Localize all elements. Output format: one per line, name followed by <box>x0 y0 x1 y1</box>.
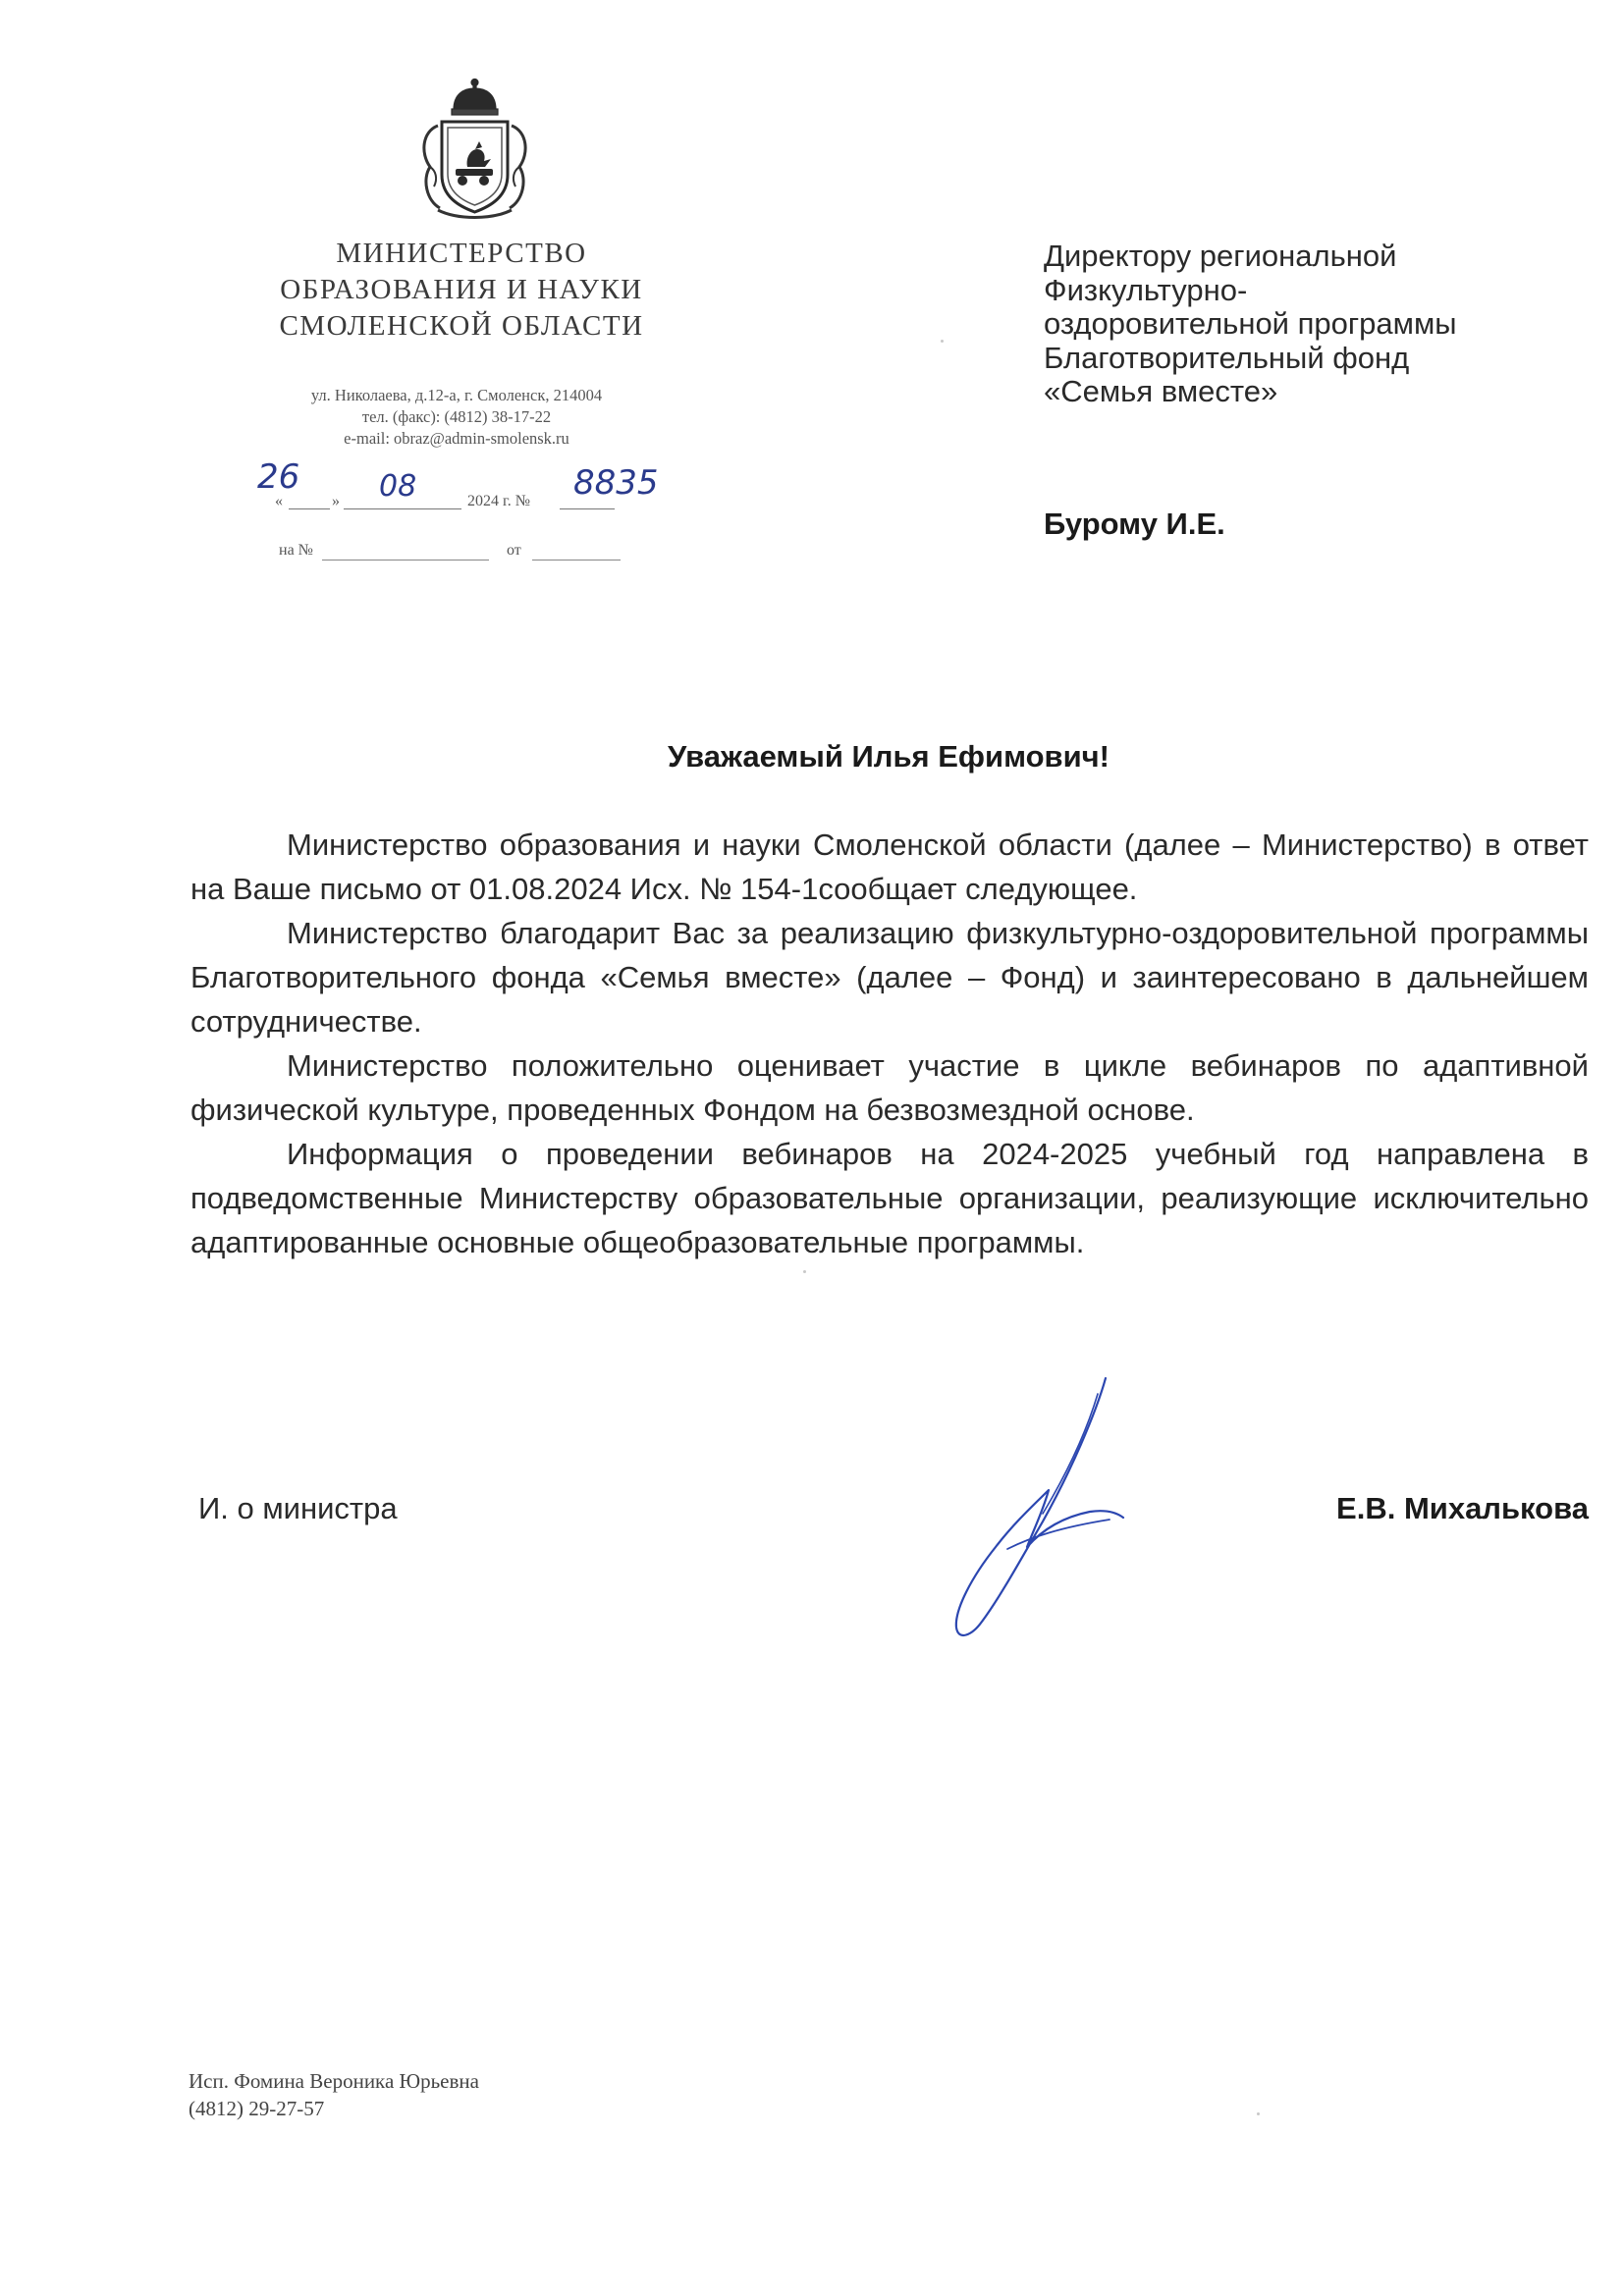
signatory-position: И. о министра <box>198 1491 398 1525</box>
body-paragraph: Информация о проведении вебинаров на 2024-2025 учебный год направлена в подведомственные Министерству образовательные организации, реализующие исключительно адаптированные основные общеобразовательные программы. <box>190 1137 1589 1259</box>
ministry-name <box>187 236 736 345</box>
addressee-line: Благотворительный фонд <box>1044 340 1410 375</box>
registration-year-label: 2024 г. № <box>467 493 531 509</box>
ministry-name-line: ОБРАЗОВАНИЯ И НАУКИ <box>280 274 643 305</box>
ministry-name-line: СМОЛЕНСКОЙ ОБЛАСТИ <box>279 310 644 342</box>
addressee-block <box>1044 240 1554 409</box>
reference-from-label: от <box>507 542 521 559</box>
addressee-line: Физкультурно- <box>1044 272 1248 307</box>
ministry-name-line: МИНИСТЕРСТВО <box>336 238 587 269</box>
letter-body <box>190 823 1589 1264</box>
body-paragraph: Министерство благодарит Вас за реализацию физкультурно-оздоровительной программы Благотворительного фонда «Семья вместе» (далее – Фонд) и заинтересовано в дальнейшем сотрудничестве. <box>190 916 1589 1039</box>
body-paragraph: Министерство образования и науки Смоленской области (далее – Министерство) в ответ на Ваше письмо от 01.08.2024 Исх. № 154-1сообщает следующее. <box>190 828 1589 906</box>
handwritten-signature-icon <box>913 1364 1129 1644</box>
quote-close: » <box>332 493 340 509</box>
greeting: Уважаемый Илья Ефимович! <box>668 739 1110 774</box>
coat-of-arms-icon <box>408 77 541 224</box>
addressee-line: «Семья вместе» <box>1044 374 1278 408</box>
ministry-contacts <box>216 385 697 450</box>
registration-number: 8835 <box>573 463 659 503</box>
email-line: e-mail: obraz@admin-smolensk.ru <box>344 429 569 448</box>
registration-day: 26 <box>257 457 300 497</box>
quote-open: « <box>275 493 283 509</box>
registration-line <box>257 457 677 520</box>
addressee-line: оздоровительной программы <box>1044 306 1457 341</box>
phone-line: тел. (факс): (4812) 38-17-22 <box>361 407 552 426</box>
body-paragraph: Министерство положительно оценивает участие в цикле вебинаров по адаптивной физической культуре, проведенных Фондом на безвозмездной основе. <box>190 1048 1589 1127</box>
executor-name: Исп. Фомина Вероника Юрьевна <box>189 2069 479 2093</box>
signatory-name: Е.В. Михалькова <box>1336 1491 1589 1525</box>
registration-month: 08 <box>379 469 417 504</box>
executor-phone: (4812) 29-27-57 <box>189 2097 325 2120</box>
reference-line <box>275 538 628 567</box>
address-line: ул. Николаева, д.12-а, г. Смоленск, 214004 <box>310 386 603 404</box>
addressee-line: Директору региональной <box>1044 239 1397 273</box>
executor-block <box>189 2067 479 2122</box>
addressee-name: Бурому И.Е. <box>1044 507 1225 541</box>
reference-prefix: на № <box>279 542 313 559</box>
